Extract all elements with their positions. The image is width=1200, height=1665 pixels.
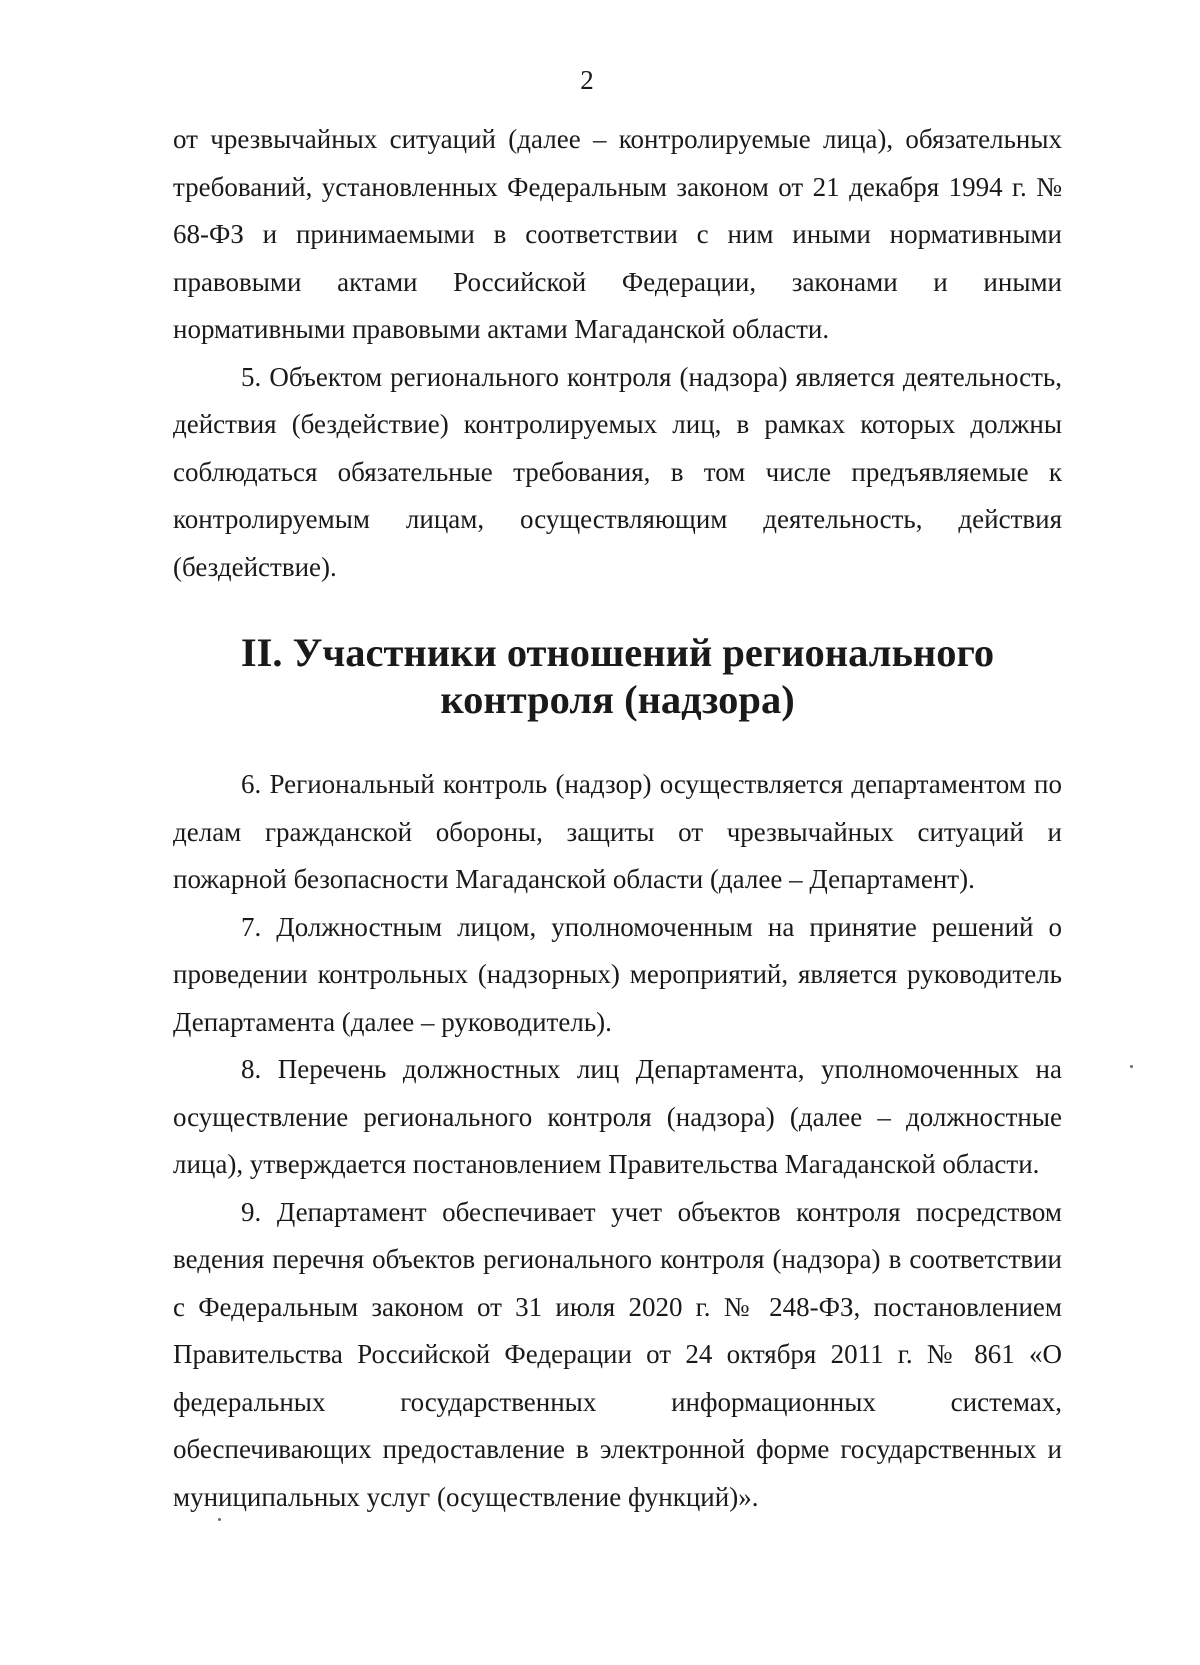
paragraph-9: 9. Департамент обеспечивает учет объектов контроля посредством ведения перечня объектов регионального контроля (надзора) в соответствии с Федеральным законом от 31 июля 2020 г. № 248-ФЗ, постановлением Правительства Российской Федерации от 24 октября 2011 г. № 861 «О федеральных государственных информационных системах, обеспечивающих предоставление в электронной форме государственных и муниципальных услуг (осуществление функций)».: [173, 1196, 1062, 1512]
scan-speck: [218, 1518, 221, 1521]
paragraph-8: 8. Перечень должностных лиц Департамента, уполномоченных на осуществление регионального контроля (надзора) (далее – должностные лица), утверждается постановлением Правительства Магаданской области.: [173, 1054, 1062, 1179]
paragraph-5: 5. Объектом регионального контроля (надзора) является деятельность, действия (бездействие) контролируемых лиц, в рамках которых должны соблюдаться обязательные требования, в том числе предъявляемые к контролируемым лицам, осуществляющим деятельность, действия (бездействие).: [173, 361, 1062, 582]
page-number: 2: [580, 65, 594, 95]
scan-speck: [1130, 1065, 1133, 1068]
document-body: [173, 116, 1062, 1521]
paragraph-6: 6. Региональный контроль (надзор) осуществляется департаментом по делам гражданской обороны, защиты от чрезвычайных ситуаций и пожарной безопасности Магаданской области (далее – Департамент).: [173, 769, 1062, 894]
section-heading: II. Участники отношений регионального контроля (надзора): [240, 630, 995, 722]
paragraph-7: 7. Должностным лицом, уполномоченным на принятие решений о проведении контрольных (надзорных) мероприятий, является руководитель Департамента (далее – руководитель).: [173, 911, 1062, 1037]
paragraph-continuation: от чрезвычайных ситуаций (далее – контролируемые лица), обязательных требований, установленных Федеральным законом от 21 декабря 1994 г. № 68-ФЗ и принимаемыми в соответствии с ним иными нормативными правовыми актами Российской Федерации, законами и иными нормативными правовыми актами Магаданской области.: [173, 124, 1062, 344]
